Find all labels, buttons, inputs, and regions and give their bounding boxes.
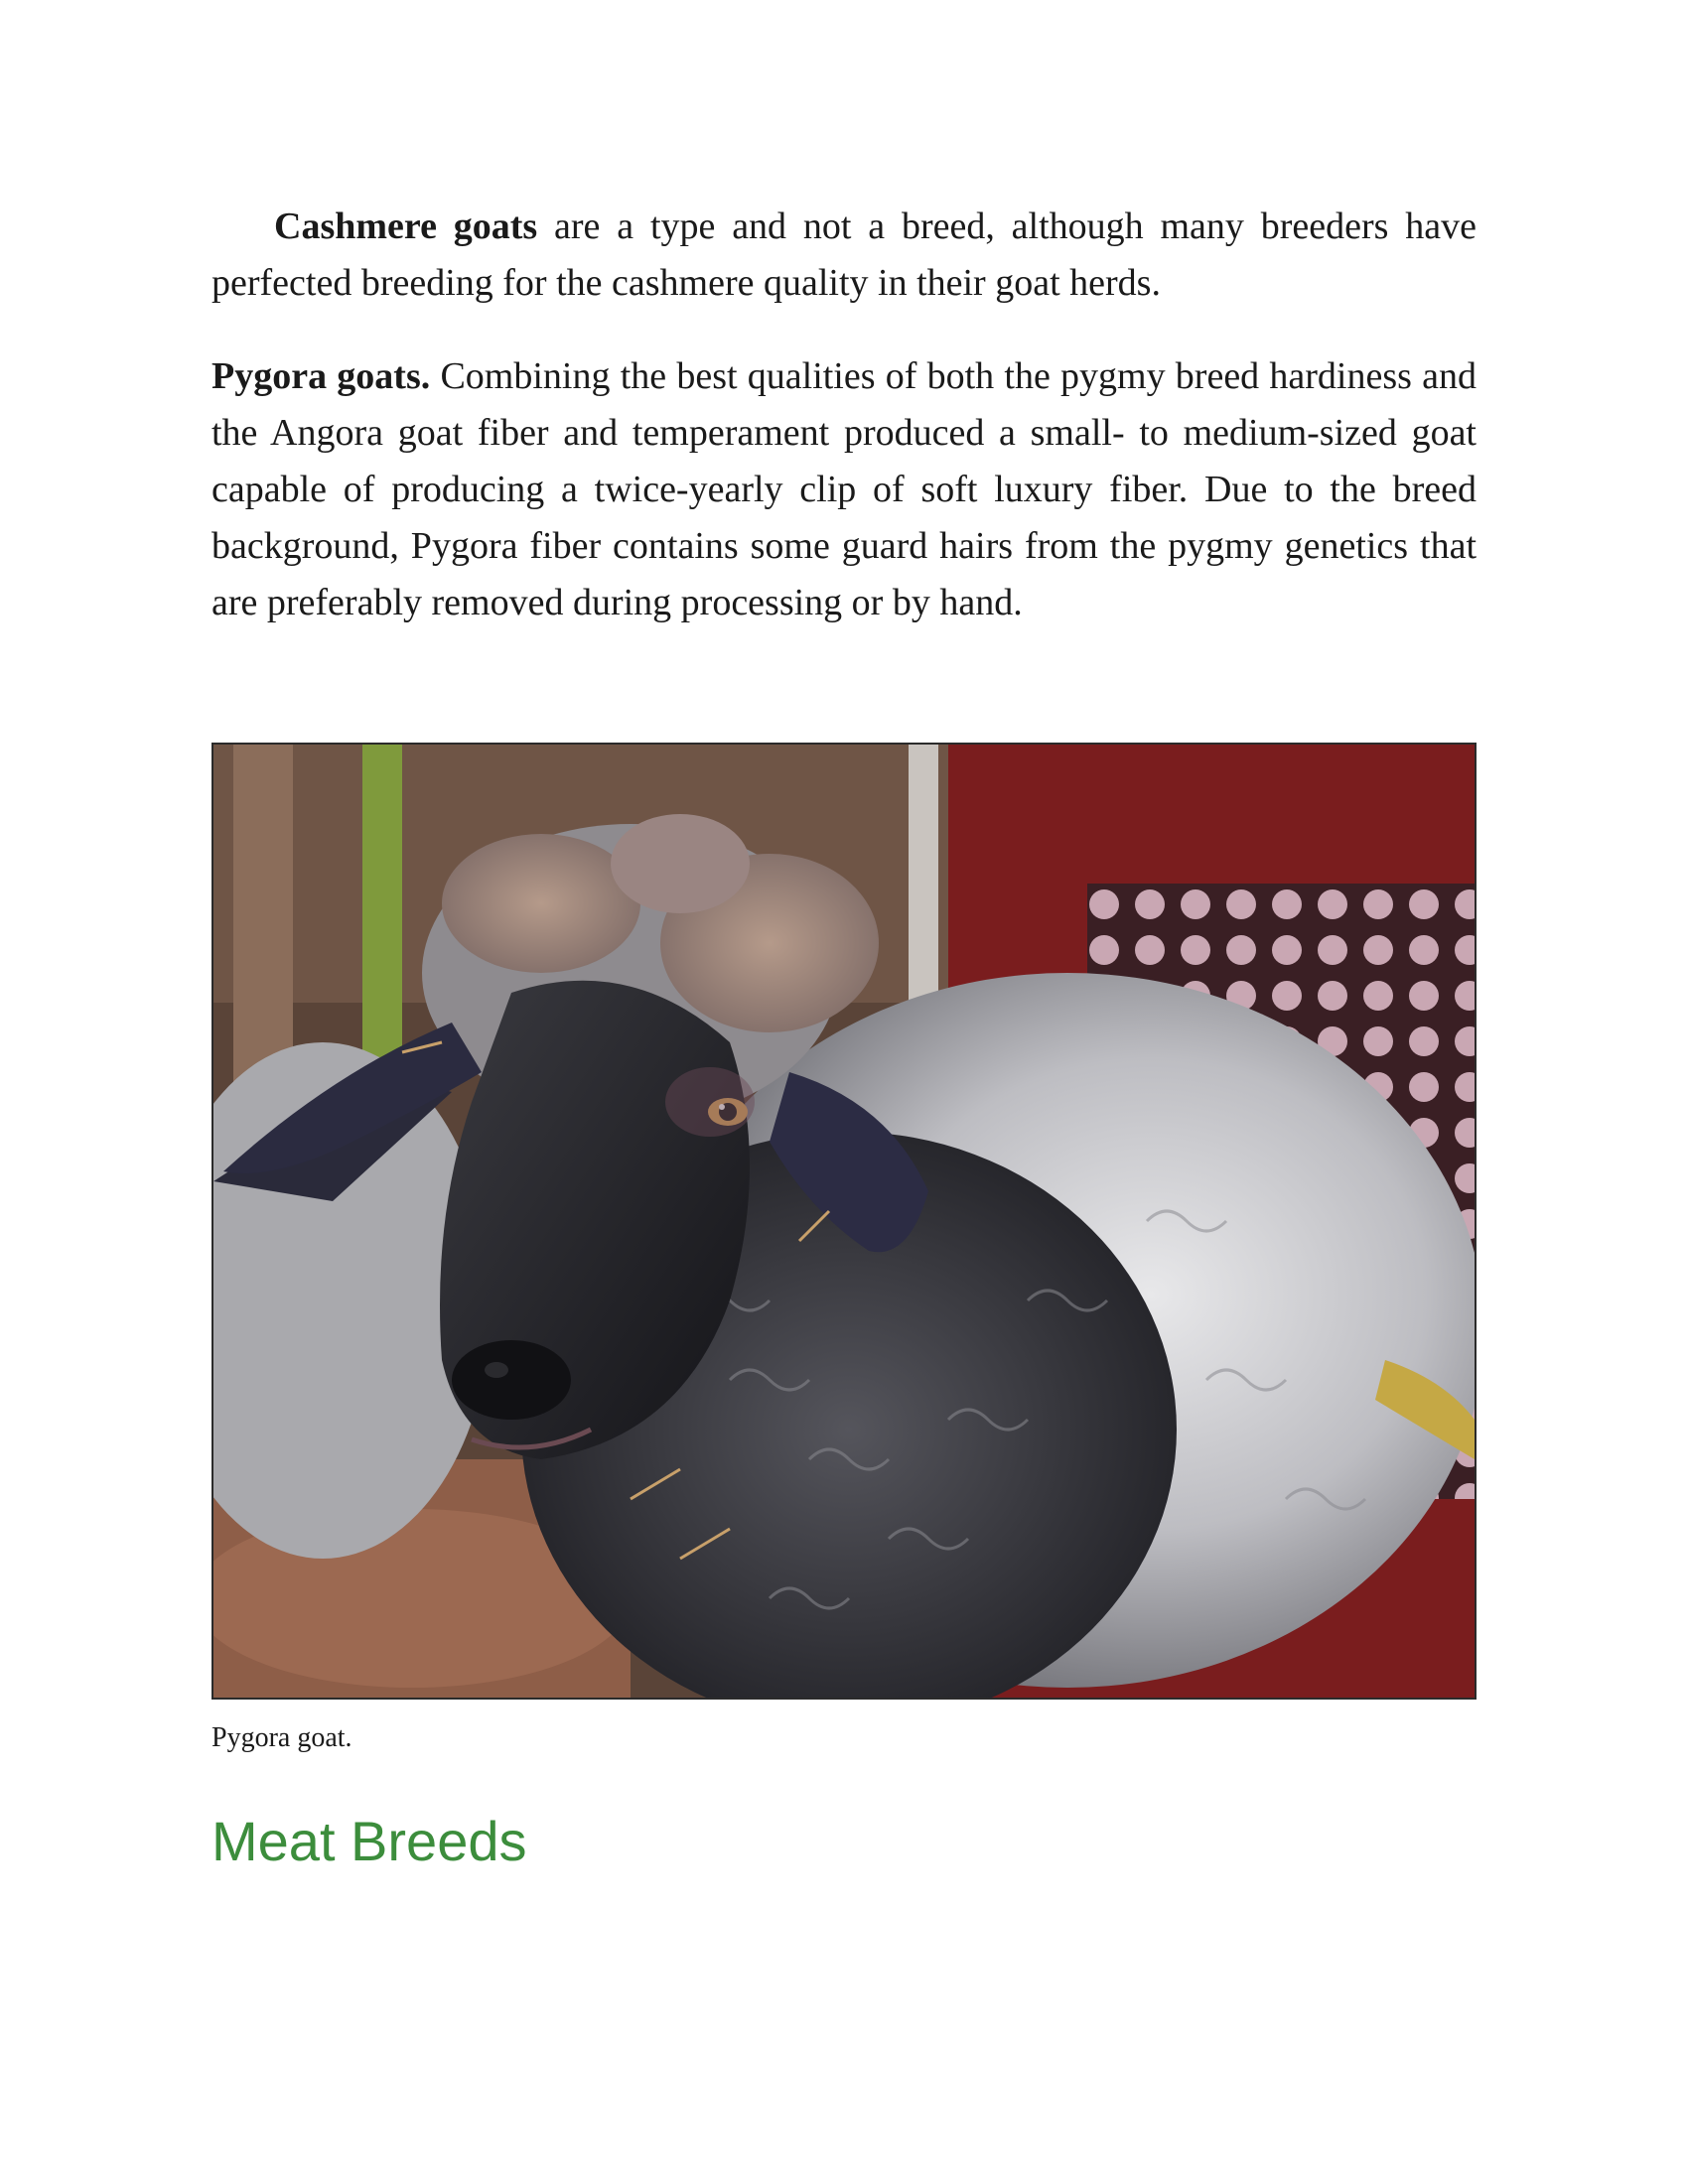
- cashmere-paragraph: [211, 199, 1477, 312]
- goat-illustration: [213, 745, 1475, 1698]
- cashmere-text: are a type and not a breed, although many breeders have perfected breeding for the cashmere quality in their goat herds.: [211, 205, 1477, 304]
- section-heading-meat-breeds: Meat Breeds: [211, 1810, 527, 1872]
- body-text: [211, 199, 1477, 631]
- pygora-text: Combining the best qualities of both the pygmy breed hardiness and the Angora goat fiber and temperament produced a small- to medium-sized goat capable of producing a twice-yearly clip of soft luxury fiber. Due to the breed background, Pygora fiber contains some guard hairs from the pygmy genetics that are preferably removed during processing or by hand.: [211, 355, 1477, 623]
- pygora-paragraph: [211, 348, 1477, 631]
- pygora-goat-photo: [211, 743, 1477, 1700]
- figure-caption: Pygora goat.: [211, 1722, 352, 1753]
- pygora-term: Pygora goats.: [211, 355, 431, 397]
- cashmere-term: Cashmere goats: [274, 205, 538, 247]
